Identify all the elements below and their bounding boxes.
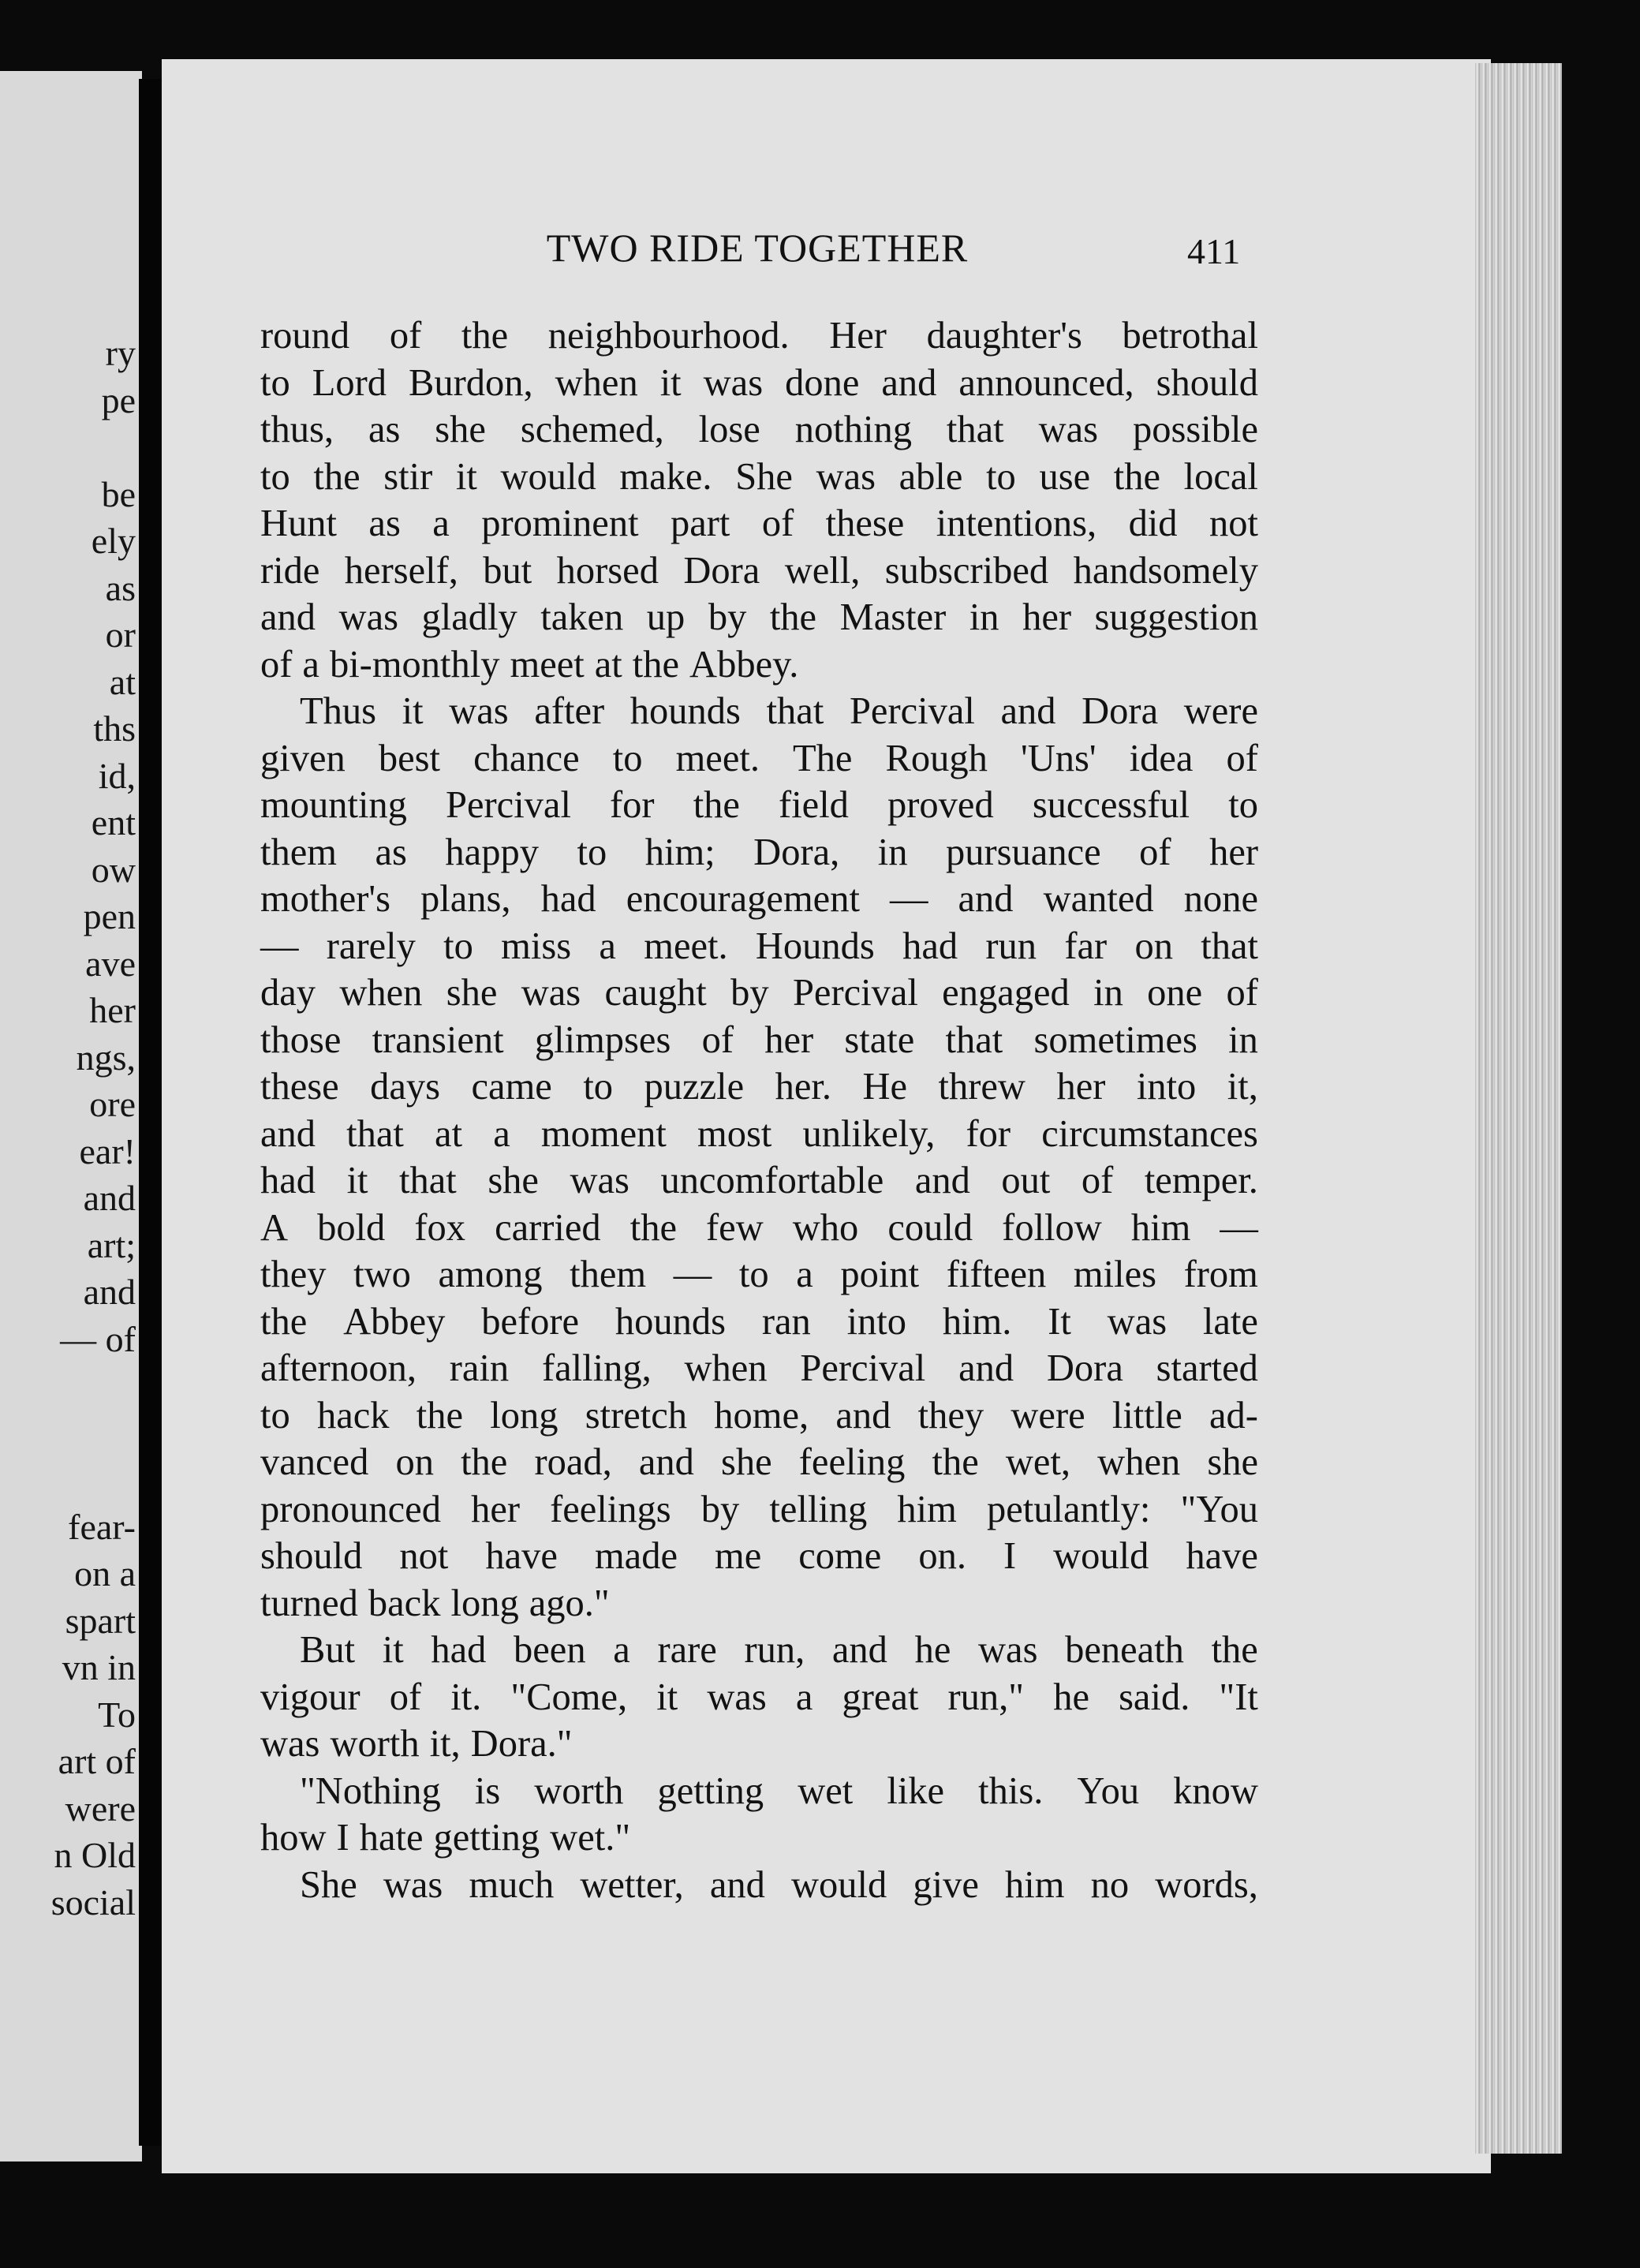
text-line: should not have made me come on. I would have xyxy=(260,1535,1258,1577)
text-line: But it had been a rare run, and he was beneath the xyxy=(300,1629,1258,1671)
facing-page-fragment: id, xyxy=(98,755,136,796)
facing-page-fragment: art of xyxy=(58,1741,136,1781)
facing-page-fragment: social xyxy=(50,1881,136,1922)
text-line: was worth it, Dora." xyxy=(260,1723,573,1765)
running-head: TWO RIDE TOGETHER xyxy=(546,226,969,270)
text-line: they two among them — to a point fifteen miles from xyxy=(260,1254,1258,1295)
facing-page-fragment: her xyxy=(89,990,136,1030)
facing-page-fragment: pe xyxy=(101,379,136,420)
facing-page-fragment: ow xyxy=(91,849,136,890)
facing-page-fragment: vn in xyxy=(62,1647,136,1687)
text-line: ride herself, but horsed Dora well, subscribed handsomely xyxy=(260,549,1258,592)
facing-page-fragment: ear! xyxy=(79,1130,136,1171)
facing-page-fragment: or xyxy=(105,615,136,655)
facing-page-fragment: ry xyxy=(105,333,136,373)
facing-page-fragment: art; xyxy=(87,1224,136,1265)
text-line: She was much wetter, and would give him no words, xyxy=(300,1863,1258,1906)
facing-page-fragment: ent xyxy=(91,802,136,843)
text-line: thus, as she schemed, lose nothing that was possible xyxy=(260,409,1258,450)
text-line: to Lord Burdon, when it was done and announced, should xyxy=(260,361,1258,404)
facing-page-fragment: as xyxy=(105,567,136,608)
text-line: these days came to puzzle her. He threw her into it, xyxy=(260,1066,1258,1108)
facing-page-fragment: spart xyxy=(65,1600,136,1641)
body-text xyxy=(260,312,1258,1908)
page-edges xyxy=(1475,63,1562,2154)
text-line: those transient glimpses of her state that sometimes in xyxy=(260,1018,1258,1061)
text-line: turned back long ago." xyxy=(260,1582,610,1624)
facing-page xyxy=(0,71,142,2162)
text-line: the Abbey before hounds ran into him. It was late xyxy=(260,1300,1258,1343)
text-line: round of the neighbourhood. Her daughter's betrothal xyxy=(260,315,1258,357)
facing-page-fragment: on a xyxy=(74,1553,136,1594)
text-line: "Nothing is worth getting wet like this. You know xyxy=(300,1769,1258,1812)
facing-page-fragment: n Old xyxy=(54,1835,136,1875)
text-line: afternoon, rain falling, when Percival and Dora started xyxy=(260,1347,1258,1389)
text-line: mounting Percival for the field proved successful to xyxy=(260,784,1258,826)
text-line: day when she was caught by Percival engaged in one of xyxy=(260,972,1258,1014)
text-line: had it that she was uncomfortable and out of temper. xyxy=(260,1160,1258,1201)
facing-page-fragment: fear- xyxy=(68,1506,136,1547)
page-number: 411 xyxy=(1187,231,1241,271)
facing-page-fragment: ely xyxy=(91,521,136,561)
facing-page-fragment: — of xyxy=(60,1318,136,1359)
text-line: to the stir it would make. She was able to use the local xyxy=(260,455,1258,498)
text-line: given best chance to meet. The Rough 'Uns' idea of xyxy=(260,737,1258,779)
text-line: mother's plans, had encouragement — and wanted none xyxy=(260,878,1258,920)
text-line: pronounced her feelings by telling him petulantly: "You xyxy=(260,1488,1258,1530)
facing-page-fragment: ths xyxy=(93,708,136,749)
text-line: — rarely to miss a meet. Hounds had run far on that xyxy=(260,925,1258,967)
text-line: them as happy to him; Dora, in pursuance of her xyxy=(260,831,1258,873)
text-line: how I hate getting wet." xyxy=(260,1817,631,1859)
text-line: to hack the long stretch home, and they were little ad- xyxy=(260,1394,1258,1437)
facing-page-fragment: at xyxy=(109,661,136,702)
facing-page-fragment: were xyxy=(65,1788,136,1829)
text-line: and was gladly taken up by the Master in her suggestion xyxy=(260,596,1258,638)
facing-page-fragment: To xyxy=(98,1694,136,1735)
text-line: Hunt as a prominent part of these intentions, did not xyxy=(260,503,1258,544)
text-line: and that at a moment most unlikely, for circumstances xyxy=(260,1112,1258,1155)
book-gutter xyxy=(139,79,164,2146)
facing-page-fragment: and xyxy=(83,1272,136,1312)
text-line: Thus it was after hounds that Percival and Dora were xyxy=(300,690,1258,732)
text-line: A bold fox carried the few who could follow him — xyxy=(260,1206,1258,1249)
facing-page-fragment: ngs, xyxy=(76,1037,136,1078)
text-line: of a bi-monthly meet at the Abbey. xyxy=(260,643,799,686)
text-line: vanced on the road, and she feeling the wet, when she xyxy=(260,1441,1258,1483)
facing-page-fragment: ore xyxy=(89,1084,136,1124)
facing-page-fragment: be xyxy=(101,473,136,514)
facing-page-fragment: and xyxy=(83,1178,136,1218)
text-line: vigour of it. "Come, it was a great run," he said. "It xyxy=(260,1676,1258,1718)
facing-page-fragment: ave xyxy=(85,943,136,984)
facing-page-fragment: pen xyxy=(83,896,136,936)
